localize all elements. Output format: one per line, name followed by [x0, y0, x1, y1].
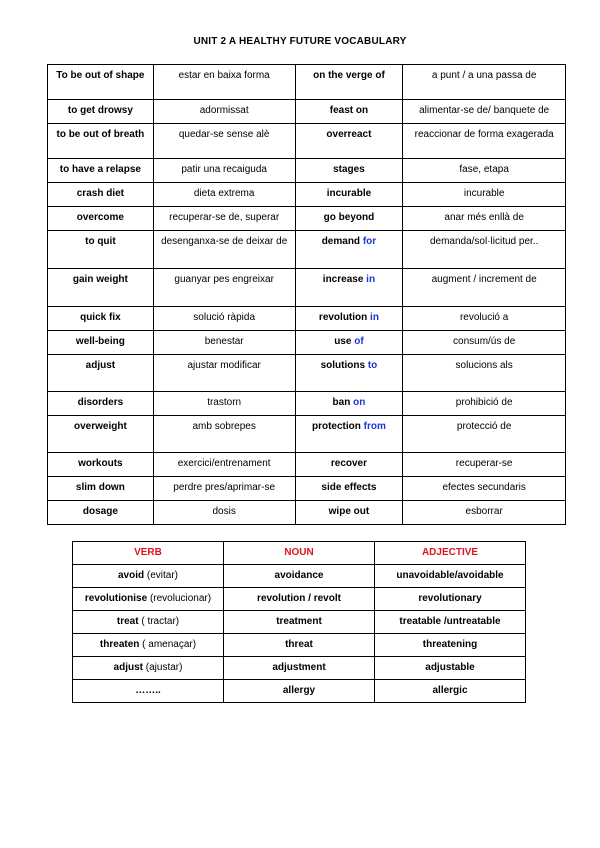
english-term [48, 207, 154, 231]
vocab-row [48, 65, 566, 100]
catalan-translation-text: dosis [212, 506, 236, 517]
verb-cell [73, 588, 224, 611]
vocab-row [48, 453, 566, 477]
english-term-text: quick fix [80, 312, 121, 323]
catalan-translation [403, 269, 566, 307]
english-term-text: on the verge of [313, 70, 385, 81]
catalan-translation-text: consum/ús de [453, 336, 516, 347]
adjective-cell [375, 657, 526, 680]
noun: revolution / revolt [257, 593, 341, 604]
english-term-text: gain weight [72, 274, 128, 285]
catalan-translation-text: esborrar [465, 506, 503, 517]
english-term [295, 207, 403, 231]
verb-cell [73, 634, 224, 657]
vocab-row [48, 100, 566, 124]
verb: treat [116, 616, 139, 627]
catalan-translation [153, 207, 295, 231]
english-term-text: protection [311, 421, 361, 432]
english-term-text: well-being [75, 336, 125, 347]
catalan-translation-text: trastorn [207, 397, 242, 408]
adjective-cell [375, 680, 526, 703]
catalan-translation-text: benestar [204, 336, 244, 347]
preposition: to [367, 360, 378, 371]
catalan-translation [153, 159, 295, 183]
english-term [48, 65, 154, 100]
english-term [295, 355, 403, 392]
vocab-row [48, 183, 566, 207]
catalan-translation [153, 183, 295, 207]
catalan-translation-text: quedar-se sense alè [178, 129, 270, 140]
english-term [295, 65, 403, 100]
adjective: adjustable [425, 662, 475, 673]
english-term-text: workouts [78, 458, 123, 469]
english-term [48, 307, 154, 331]
adjective-cell [375, 634, 526, 657]
english-term [295, 416, 403, 453]
catalan-translation-text: solució ràpida [193, 312, 256, 323]
english-term [48, 100, 154, 124]
catalan-translation [153, 231, 295, 269]
english-term [295, 453, 403, 477]
catalan-translation-text: protecció de [456, 421, 512, 432]
english-term [48, 355, 154, 392]
adjective: treatable /untreatable [399, 616, 501, 627]
catalan-translation-text: fase, etapa [459, 164, 509, 175]
adjective-cell [375, 565, 526, 588]
preposition: on [353, 397, 366, 408]
vocabulary-table [47, 64, 566, 525]
english-term-text: disorders [77, 397, 124, 408]
catalan-translation [153, 355, 295, 392]
catalan-translation [403, 100, 566, 124]
catalan-translation [403, 231, 566, 269]
verb-gloss: ( tractar) [141, 616, 180, 627]
verb-gloss: ( amenaçar) [142, 639, 197, 650]
catalan-translation-text: estar en baixa forma [178, 70, 270, 81]
catalan-translation [403, 183, 566, 207]
adjective-cell [375, 588, 526, 611]
vocab-row [48, 416, 566, 453]
word-forms-table [72, 541, 526, 703]
catalan-translation-text: guanyar pes engreixar [174, 274, 274, 285]
vocab-row [48, 207, 566, 231]
english-term [295, 331, 403, 355]
catalan-translation-text: adormissat [199, 105, 249, 116]
english-term [48, 183, 154, 207]
adjective: unavoidable/avoidable [396, 570, 504, 581]
english-term [48, 416, 154, 453]
vocab-row [48, 269, 566, 307]
catalan-translation-text: exercici/entrenament [177, 458, 271, 469]
english-term-text: to have a relapse [59, 164, 141, 175]
catalan-translation [403, 207, 566, 231]
catalan-translation [153, 453, 295, 477]
verb-gloss: (ajustar) [145, 662, 183, 673]
noun: treatment [276, 616, 322, 627]
noun-cell [224, 634, 375, 657]
vocab-row [48, 355, 566, 392]
english-term [48, 269, 154, 307]
catalan-translation-text: incurable [463, 188, 505, 199]
english-term [295, 231, 403, 269]
preposition: for [362, 236, 377, 247]
catalan-translation-text: desenganxa-se de deixar de [161, 236, 288, 247]
english-term [295, 392, 403, 416]
noun-cell [224, 611, 375, 634]
adjective: threatening [422, 639, 478, 650]
catalan-translation-text: demanda/sol·licitud per.. [429, 236, 539, 247]
english-term-text: ban [332, 397, 351, 408]
preposition: in [366, 274, 376, 285]
catalan-translation-text: perdre pres/aprimar-se [173, 482, 276, 493]
catalan-translation [403, 124, 566, 159]
english-term-text: crash diet [76, 188, 124, 199]
english-term-text: use [334, 336, 352, 347]
vocab-row [48, 392, 566, 416]
english-term-text: go beyond [323, 212, 375, 223]
header-verb: VERB [73, 542, 224, 565]
word-form-row [73, 657, 526, 680]
noun: threat [285, 639, 313, 650]
verb-cell [73, 565, 224, 588]
english-term [48, 392, 154, 416]
verb: avoid [117, 570, 145, 581]
english-term [48, 231, 154, 269]
english-term-text: solutions [320, 360, 366, 371]
verb-gloss: (evitar) [146, 570, 179, 581]
english-term [295, 183, 403, 207]
noun: adjustment [272, 662, 326, 673]
noun-cell [224, 565, 375, 588]
noun-cell [224, 680, 375, 703]
catalan-translation-text: alimentar-se de/ banquete de [419, 105, 550, 116]
english-term [48, 159, 154, 183]
catalan-translation [153, 392, 295, 416]
verb-gloss: (revolucionar) [149, 593, 212, 604]
english-term [295, 501, 403, 525]
adjective: allergic [432, 685, 468, 696]
catalan-translation [153, 331, 295, 355]
catalan-translation-text: augment / increment de [431, 274, 537, 285]
word-form-row [73, 680, 526, 703]
english-term-text: feast on [329, 105, 369, 116]
catalan-translation [153, 307, 295, 331]
catalan-translation [153, 501, 295, 525]
verb: threaten [99, 639, 140, 650]
catalan-translation-text: reaccionar de forma exagerada [414, 129, 554, 140]
catalan-translation [403, 453, 566, 477]
vocab-row [48, 159, 566, 183]
vocab-row [48, 501, 566, 525]
verb-cell [73, 611, 224, 634]
english-term-text: wipe out [328, 506, 370, 517]
word-form-row [73, 634, 526, 657]
english-term [48, 331, 154, 355]
english-term-text: to quit [85, 236, 116, 247]
word-form-row [73, 611, 526, 634]
english-term [295, 307, 403, 331]
verb: revolutionise [84, 593, 148, 604]
english-term-text: slim down [75, 482, 125, 493]
catalan-translation-text: patir una recaiguda [181, 164, 267, 175]
catalan-translation-text: revolució a [459, 312, 509, 323]
english-term-text: stages [333, 164, 365, 175]
english-term [48, 124, 154, 159]
english-term-text: to be out of breath [56, 129, 145, 140]
noun-cell [224, 657, 375, 680]
english-term-text: revolution [318, 312, 368, 323]
catalan-translation [153, 100, 295, 124]
catalan-translation [403, 65, 566, 100]
vocab-row [48, 307, 566, 331]
english-term-text: recover [330, 458, 367, 469]
english-term [295, 477, 403, 501]
catalan-translation [153, 269, 295, 307]
english-term [48, 453, 154, 477]
vocab-row [48, 231, 566, 269]
catalan-translation [153, 477, 295, 501]
noun: allergy [282, 685, 316, 696]
catalan-translation [153, 65, 295, 100]
catalan-translation [403, 501, 566, 525]
verb-cell [73, 657, 224, 680]
catalan-translation-text: ajustar modificar [187, 360, 261, 371]
english-term-text: incurable [326, 188, 372, 199]
catalan-translation-text: a punt / a una passa de [431, 70, 537, 81]
verb: …….. [135, 685, 161, 696]
adjective: revolutionary [418, 593, 482, 604]
preposition: in [370, 312, 379, 323]
adjective-cell [375, 611, 526, 634]
catalan-translation [403, 477, 566, 501]
english-term [295, 269, 403, 307]
vocab-row [48, 124, 566, 159]
english-term-text: adjust [85, 360, 116, 371]
catalan-translation-text: prohibició de [455, 397, 513, 408]
catalan-translation-text: efectes secundaris [442, 482, 526, 493]
english-term [295, 159, 403, 183]
vocab-row [48, 331, 566, 355]
catalan-translation [403, 416, 566, 453]
catalan-translation-text: recuperar-se [455, 458, 513, 469]
word-forms-header-row [73, 542, 526, 565]
english-term-text: overcome [76, 212, 124, 223]
catalan-translation-text: anar més enllà de [444, 212, 524, 223]
english-term-text: overweight [73, 421, 127, 432]
catalan-translation [153, 416, 295, 453]
english-term-text: overreact [326, 129, 372, 140]
english-term [48, 477, 154, 501]
verb-cell [73, 680, 224, 703]
catalan-translation [153, 124, 295, 159]
english-term-text: demand [321, 236, 361, 247]
header-adjective: ADJECTIVE [375, 542, 526, 565]
english-term-text: side effects [321, 482, 377, 493]
catalan-translation [403, 307, 566, 331]
catalan-translation-text: dieta extrema [193, 188, 255, 199]
page-title: UNIT 2 A HEALTHY FUTURE VOCABULARY [193, 36, 407, 47]
catalan-translation [403, 355, 566, 392]
preposition: from [363, 421, 386, 432]
header-noun: NOUN [224, 542, 375, 565]
word-form-row [73, 565, 526, 588]
verb: adjust [113, 662, 143, 673]
catalan-translation-text: solucions als [455, 360, 513, 371]
catalan-translation-text: recuperar-se de, superar [169, 212, 280, 223]
noun: avoidance [274, 570, 324, 581]
catalan-translation [403, 392, 566, 416]
catalan-translation [403, 331, 566, 355]
english-term [48, 501, 154, 525]
english-term-text: increase [322, 274, 364, 285]
word-form-row [73, 588, 526, 611]
catalan-translation-text: amb sobrepes [192, 421, 256, 432]
catalan-translation [403, 159, 566, 183]
english-term [295, 100, 403, 124]
vocab-row [48, 477, 566, 501]
english-term-text: to get drowsy [67, 105, 133, 116]
noun-cell [224, 588, 375, 611]
english-term-text: To be out of shape [56, 70, 145, 81]
english-term-text: dosage [82, 506, 118, 517]
english-term [295, 124, 403, 159]
preposition: of [354, 336, 364, 347]
